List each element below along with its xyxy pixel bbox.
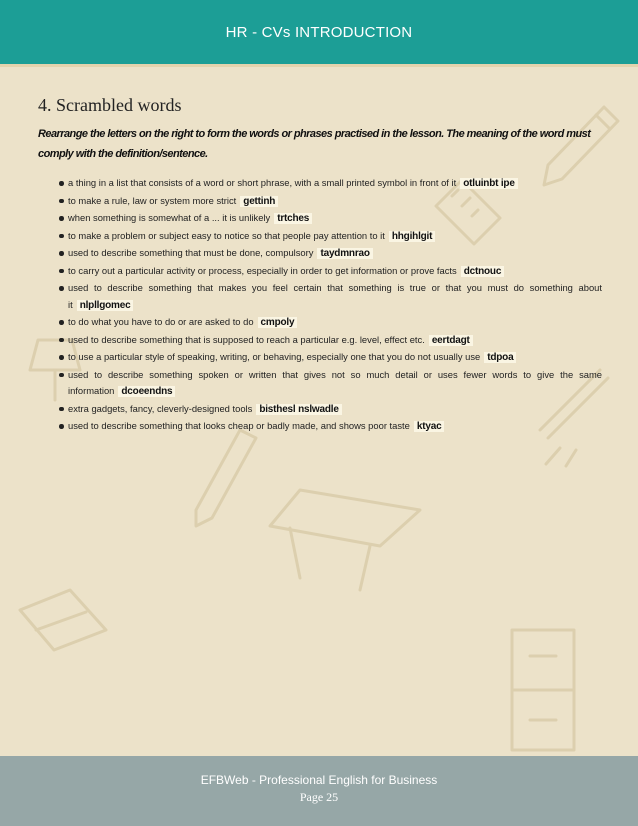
scrambled-word: bisthesl nslwadle: [256, 404, 341, 415]
scrambled-word: dcoeendns: [118, 386, 175, 397]
list-item: [38, 332, 602, 350]
footer-title: EFBWeb - Professional English for Business: [200, 773, 438, 787]
scrambled-word: cmpoly: [258, 317, 298, 328]
definition-text: to carry out a particular activity or process, especially in order to get information or prove facts: [68, 264, 457, 276]
scrambled-word: taydmnrao: [317, 248, 372, 259]
list-item: [38, 228, 602, 246]
definition-text: used to describe something that looks cheap or badly made, and shows poor taste: [68, 420, 410, 431]
scrambled-word: otluinbt ipe: [460, 178, 517, 189]
list-item: [38, 349, 602, 367]
scrambled-word: hhgihlgit: [389, 231, 435, 242]
definition-text: a thing in a list that consists of a word or short phrase, with a small printed symbol in front of it: [68, 177, 457, 188]
cabinet-icon: [512, 630, 574, 750]
scrambled-word: trtches: [274, 213, 312, 224]
scrambled-words-list: [38, 175, 602, 436]
definition-text: to make a problem or subject easy to notice so that people pay attention to it: [68, 229, 385, 241]
page-header: [0, 0, 638, 67]
instructions-text: Rearrange the letters on the right to form the words or phrases practised in the lesson. The meaning of the word must comply with the definition/sentence.: [38, 128, 591, 160]
scrambled-word: gettinh: [240, 196, 278, 207]
page-footer: [0, 756, 638, 826]
list-item: [38, 418, 602, 436]
page-number: Page 25: [299, 790, 339, 804]
scrambled-word: ktyac: [414, 421, 445, 432]
pencil-icon: [196, 430, 256, 526]
definition-text: used to describe something that makes you feel certain that something is true or that you must do something about it: [68, 282, 602, 310]
desk-icon: [270, 490, 420, 590]
definition-text: extra gadgets, fancy, cleverly-designed tools: [68, 402, 253, 414]
scrambled-word: dctnouc: [461, 266, 505, 277]
list-item: [38, 245, 602, 263]
scrambled-word: eertdagt: [429, 335, 473, 346]
scrambled-word: nlpllgomec: [77, 300, 134, 311]
section-title: 4. Scrambled words: [38, 95, 182, 115]
scrambled-word: tdpoa: [484, 352, 516, 363]
list-item: [38, 401, 602, 419]
definition-text: to do what you have to do or are asked to do: [68, 316, 254, 327]
definition-text: to make a rule, law or system more strict: [68, 194, 237, 206]
definition-text: used to describe something that must be done, compulsory: [68, 247, 314, 258]
definition-text: used to describe something that is supposed to reach a particular e.g. level, effect etc.: [68, 333, 425, 345]
definition-text: to use a particular style of speaking, writing, or behaving, especially one that you do not usually use: [68, 351, 481, 362]
list-item: [38, 367, 602, 401]
list-item: [38, 210, 602, 228]
list-item: [38, 280, 602, 314]
list-item: [38, 193, 602, 211]
header-title: HR - CVs INTRODUCTION: [225, 24, 413, 41]
list-item: [38, 175, 602, 193]
definition-text: when something is somewhat of a ... it is unlikely: [68, 212, 271, 223]
list-item: [38, 314, 602, 332]
main-content: [38, 95, 602, 436]
book-icon: [20, 590, 106, 650]
list-item: [38, 263, 602, 281]
definition-text: used to describe something spoken or written that gives not so much detail or uses fewer words to give the same information: [68, 368, 602, 396]
